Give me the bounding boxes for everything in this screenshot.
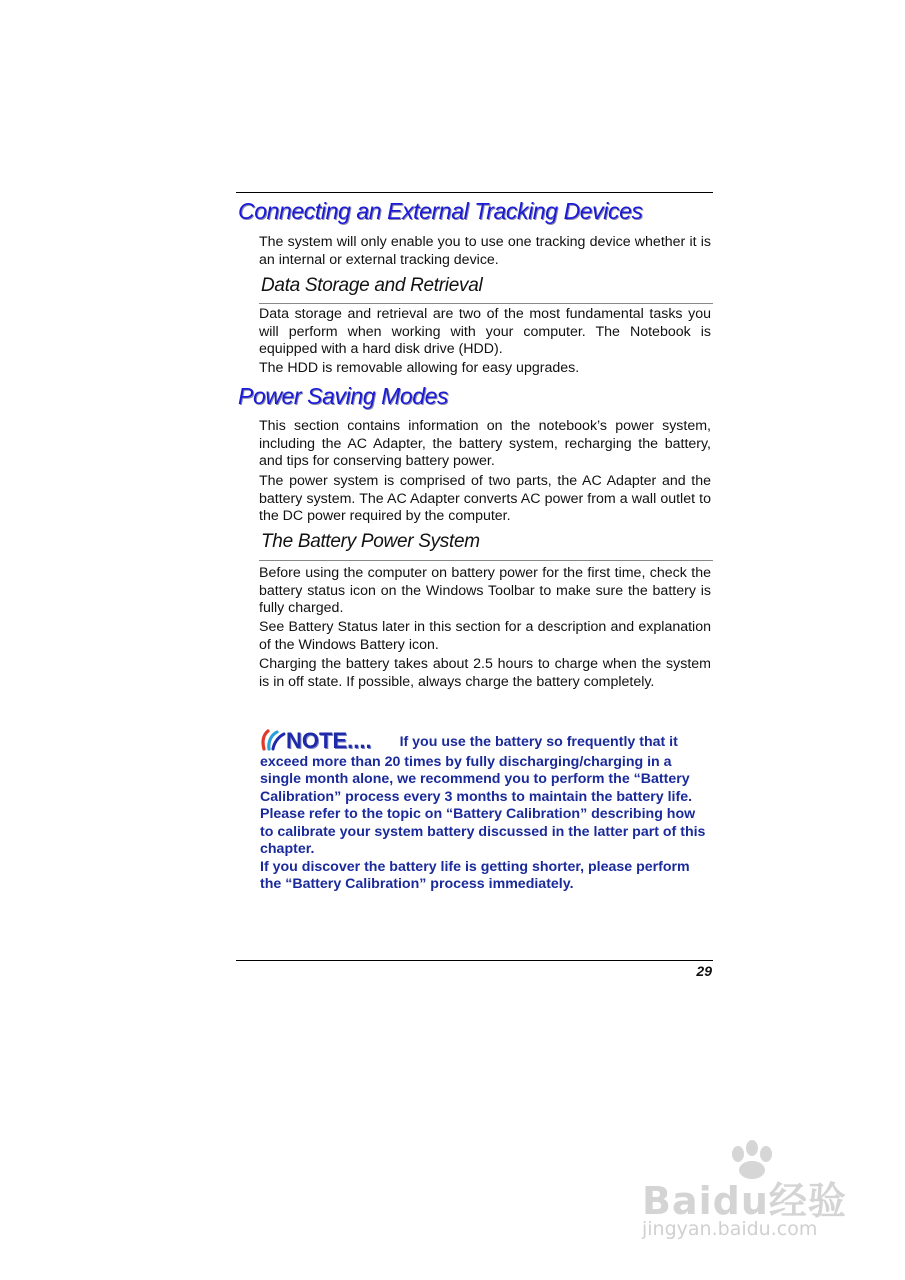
note-text-frequency: If you use the battery so frequently that it exceed more than 20 times by fully discharging/charging in a single month alone, we recommend you to perform the “Battery Calibration” process every 3 months to maintain the battery life. [260,734,693,805]
watermark-brand: Baidu经验 [642,1179,847,1223]
top-rule [236,192,713,193]
note-box [260,729,712,894]
bottom-rule [236,960,713,961]
paragraph-battery-status: See Battery Status later in this section for a description and explanation of the Windows Battery icon. [259,619,711,653]
subheading-data-storage: Data Storage and Retrieval [261,275,483,296]
baidu-watermark [640,1140,855,1250]
subheading-rule [259,303,713,304]
watermark-url: jingyan.baidu.com [642,1218,818,1240]
note-label: NOTE.... [286,728,372,753]
paragraph-battery-first-use: Before using the computer on battery power for the first time, check the battery status icon on the Windows Toolbar to make sure the battery is fully charged. [259,565,711,617]
paragraph-power-system-info: This section contains information on the notebook’s power system, including the AC Adapter, the battery system, recharging the battery, and tips for conserving battery power. [259,418,711,470]
page-number: 29 [696,963,712,979]
note-text-refer: Please refer to the topic on “Battery Calibration” describing how to calibrate your system battery discussed in the latter part of this chapter. [260,806,706,857]
paragraph-tracking-device: The system will only enable you to use one tracking device whether it is an internal or external tracking device. [259,234,711,268]
subheading-battery-power: The Battery Power System [261,531,480,552]
paragraph-battery-charging: Charging the battery takes about 2.5 hours to charge when the system is in off state. If possible, always charge the battery completely. [259,656,711,690]
note-text-shorter-life: If you discover the battery life is getting shorter, please perform the “Battery Calibration” process immediately. [260,858,690,892]
note-checkmark-icon [260,729,286,751]
subheading-rule [259,560,713,561]
paragraph-data-storage: Data storage and retrieval are two of the most fundamental tasks you will perform when working with your computer. The Notebook is equipped with a hard disk drive (HDD). [259,306,711,358]
paragraph-hdd-removable: The HDD is removable allowing for easy upgrades. [259,360,580,376]
heading-power-saving: Power Saving Modes [238,383,449,409]
heading-external-tracking: Connecting an External Tracking Devices [238,198,643,224]
paragraph-power-system-parts: The power system is comprised of two parts, the AC Adapter and the battery system. The AC Adapter converts AC power from a wall outlet to the DC power required by the computer. [259,473,711,525]
note-logo [260,729,372,754]
